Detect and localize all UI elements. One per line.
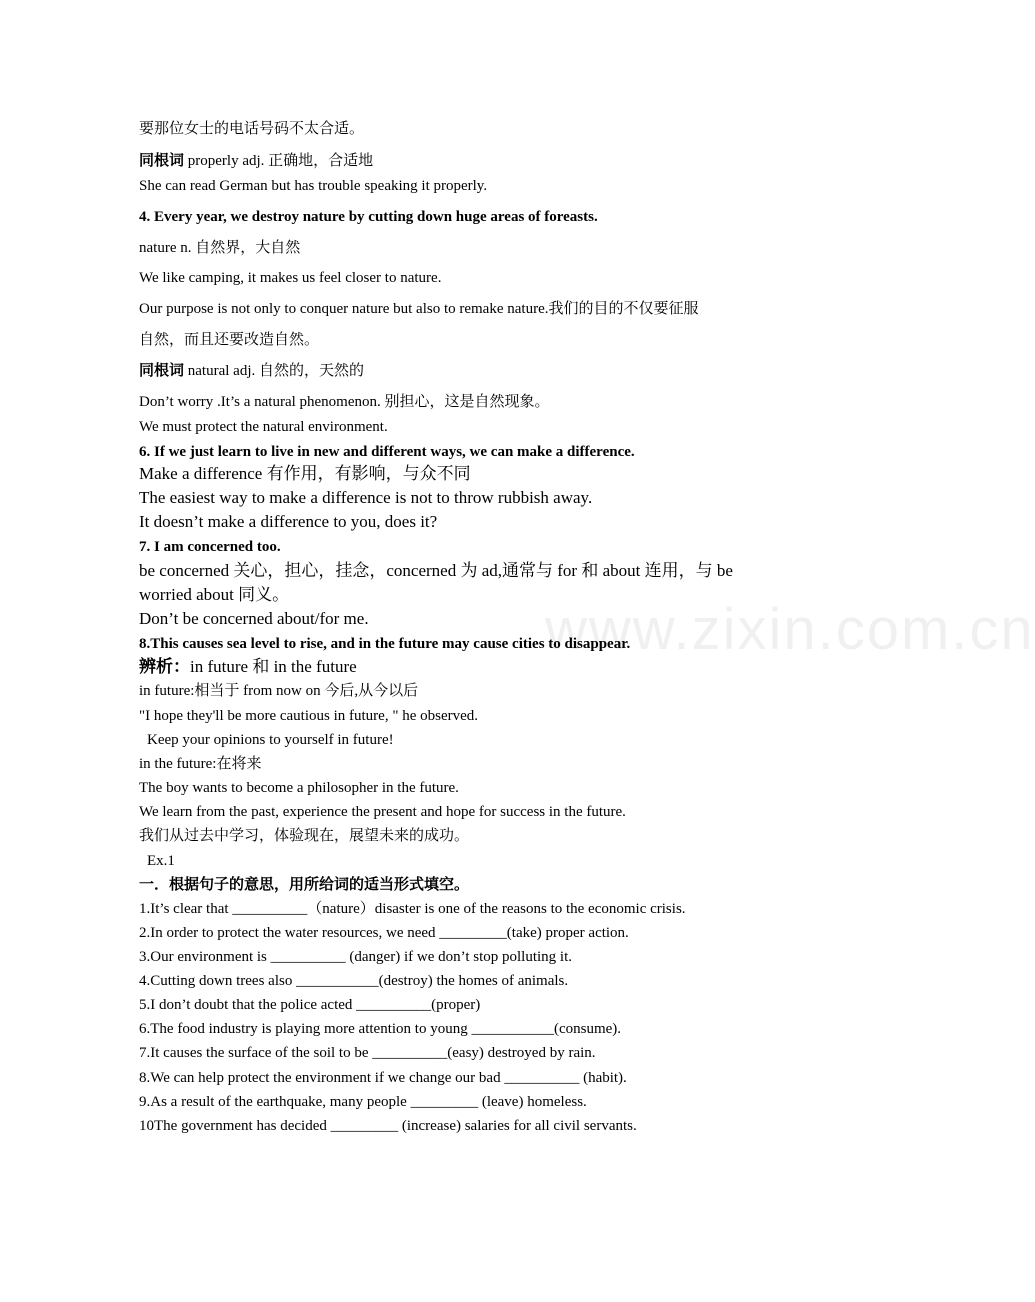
text-line: [139, 361, 364, 381]
section-heading: 6. If we just learn to live in new and different ways, we can make a difference.: [139, 444, 635, 460]
text-line: in future:相当于 from now on 今后,从今以后: [139, 683, 419, 699]
text-line: 自然，而且还要改造自然。: [139, 332, 320, 348]
text-line: [139, 657, 357, 677]
text-line: Our purpose is not only to conquer nature but also to remake nature.我们的目的不仅要征服: [139, 301, 699, 317]
section-heading: 4. Every year, we destroy nature by cutting down huge areas of foreasts.: [139, 209, 598, 225]
watermark-text: www.zixin.com.cn: [545, 597, 1035, 662]
text-line: We must protect the natural environment.: [139, 419, 388, 435]
label-distinguish: 辨析：: [139, 657, 190, 676]
exercise-item: 10The government has decided _________ (increase) salaries for all civil servants.: [139, 1118, 637, 1134]
text-line: 我们从过去中学习，体验现在，展望未来的成功。: [139, 828, 470, 844]
label-cognate: 同根词: [139, 363, 185, 379]
text-segment: natural adj. 自然的，天然的: [184, 363, 364, 379]
exercise-item: 6.The food industry is playing more attention to young ___________(consume).: [139, 1021, 622, 1037]
text-line: 要那位女士的电话号码不太合适。: [139, 121, 365, 137]
section-heading: 7. I am concerned too.: [139, 539, 281, 555]
exercise-item: 3.Our environment is __________ (danger) if we don’t stop polluting it.: [139, 949, 573, 965]
text-segment: properly adj. 正确地，合适地: [184, 153, 374, 169]
section-heading: 8.This causes sea level to rise, and in the future may cause cities to disappear.: [139, 636, 631, 652]
text-line: nature n. 自然界，大自然: [139, 240, 301, 256]
text-line: worried about 同义。: [139, 585, 290, 604]
text-line: in the future:在将来: [139, 756, 262, 772]
text-line: [139, 151, 373, 171]
text-line: She can read German but has trouble speaking it properly.: [139, 178, 488, 194]
text-line: We like camping, it makes us feel closer to nature.: [139, 270, 442, 286]
text-line: be concerned 关心，担心，挂念，concerned 为 ad,通常与 for 和 about 连用，与 be: [139, 561, 733, 580]
text-line: Don’t be concerned about/for me.: [139, 609, 369, 628]
label-cognate: 同根词: [139, 153, 185, 169]
text-segment: in future 和 in the future: [190, 657, 357, 676]
text-line: Keep your opinions to yourself in future!: [147, 732, 394, 748]
exercise-heading: 一．根据句子的意思，用所给词的适当形式填空。: [139, 877, 470, 893]
text-line: We learn from the past, experience the present and hope for success in the future.: [139, 804, 626, 820]
text-line: "I hope they'll be more cautious in future, " he observed.: [139, 708, 479, 724]
exercise-item: 8.We can help protect the environment if we change our bad __________ (habit).: [139, 1070, 627, 1086]
exercise-item: 2.In order to protect the water resources, we need _________(take) proper action.: [139, 925, 629, 941]
text-line: The boy wants to become a philosopher in the future.: [139, 780, 459, 796]
exercise-item: 1.It’s clear that __________（nature）disaster is one of the reasons to the economic crisis.: [139, 901, 686, 917]
exercise-item: 7.It causes the surface of the soil to be __________(easy) destroyed by rain.: [139, 1045, 596, 1061]
text-line: Ex.1: [147, 853, 175, 869]
exercise-item: 4.Cutting down trees also ___________(destroy) the homes of animals.: [139, 973, 569, 989]
exercise-item: 5.I don’t doubt that the police acted __________(proper): [139, 997, 481, 1013]
text-line: It doesn’t make a difference to you, does it?: [139, 512, 438, 531]
exercise-item: 9.As a result of the earthquake, many people _________ (leave) homeless.: [139, 1094, 587, 1110]
text-line: Don’t worry .It’s a natural phenomenon. 别担心，这是自然现象。: [139, 394, 550, 410]
text-line: The easiest way to make a difference is not to throw rubbish away.: [139, 488, 593, 507]
text-line: Make a difference 有作用，有影响，与众不同: [139, 464, 471, 483]
